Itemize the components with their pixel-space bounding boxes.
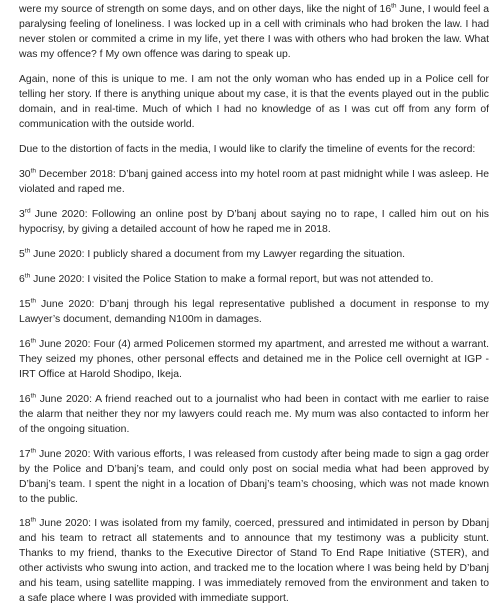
timeline-entry-2020-06-15: 15th June 2020: D’banj through his legal representative published a document in response to my Lawyer’s document, demanding N100m in damages. [19, 297, 489, 325]
timeline-entry-2018-12-30: 30th December 2018: D’banj gained access into my hotel room at past midnight while I was asleep. He violated and raped me. [19, 167, 489, 195]
timeline-entry-2020-06-17: 17th June 2020: With various efforts, I was released from custody after being made to sign a gag order by the Police and D’banj’s team, and could only post on social media what had been approved by D’banj’s team. I spent the night in a location of Dbanj’s team’s choosing, which was not made known to the public. [19, 447, 489, 505]
timeline-entry-2020-06-16-alarm: 16th June 2020: A friend reached out to a journalist who had been in contact with me earlier to raise the alarm that neither they nor my lawyers could reach me. My mum was also contacted to inform her of the ongoing situation. [19, 392, 489, 435]
timeline-entry-2020-06-06: 6th June 2020: I visited the Police Station to make a formal report, but was not attended to. [19, 272, 434, 285]
timeline-entry-2020-06-18: 18th June 2020: I was isolated from my family, coerced, pressured and intimidated in person by Dbanj and his team to retract all statements and to announce that my testimony was a publicity stunt. Thanks to my friend, thanks to the Executive Director of Stand To End Rape Initiative (STER), and other activists who swung into action, and tracked me to the location where I was being held by D’banj and his team, using satellite mapping. I was immediately removed from the environment and taken to a safe place where I was provided with immediate support. [19, 516, 489, 604]
paragraph-loneliness: were my source of strength on some days, and on other days, like the night of 16th June, I would feel a paralysing feeling of loneliness. I was locked up in a cell with criminals who had broken the law. I had never stolen or commited a crime in my life, yet there I was with others who had broken the law. What was my offence? f My own offence was daring to speak up. [19, 2, 489, 60]
paragraph-timeline-intro: Due to the distortion of facts in the media, I would like to clarify the timeline of events for the record: [19, 144, 476, 155]
paragraph-not-unique: Again, none of this is unique to me. I am not the only woman who has ended up in a Police cell for telling her story. If there is anything unique about my case, it is that the events played out in the public domain, and in real-time. Much of which I had no knowledge of as I was cut off from any form of communication with the outside world. [19, 74, 489, 130]
timeline-entry-2020-06-05: 5th June 2020: I publicly shared a document from my Lawyer regarding the situation. [19, 247, 406, 260]
timeline-entry-2020-06-16-arrest: 16th June 2020: Four (4) armed Policemen stormed my apartment, and arrested me without a warrant. They seized my phones, other personal effects and detained me in the Police cell overnight at IGP - IRT Office at Harold Shodipo, Ikeja. [19, 337, 489, 380]
timeline-entry-2020-06-03: 3rd June 2020: Following an online post by D’banj about saying no to rape, I called him out on his hypocrisy, by giving a detailed account of how he raped me in 2018. [19, 207, 489, 235]
